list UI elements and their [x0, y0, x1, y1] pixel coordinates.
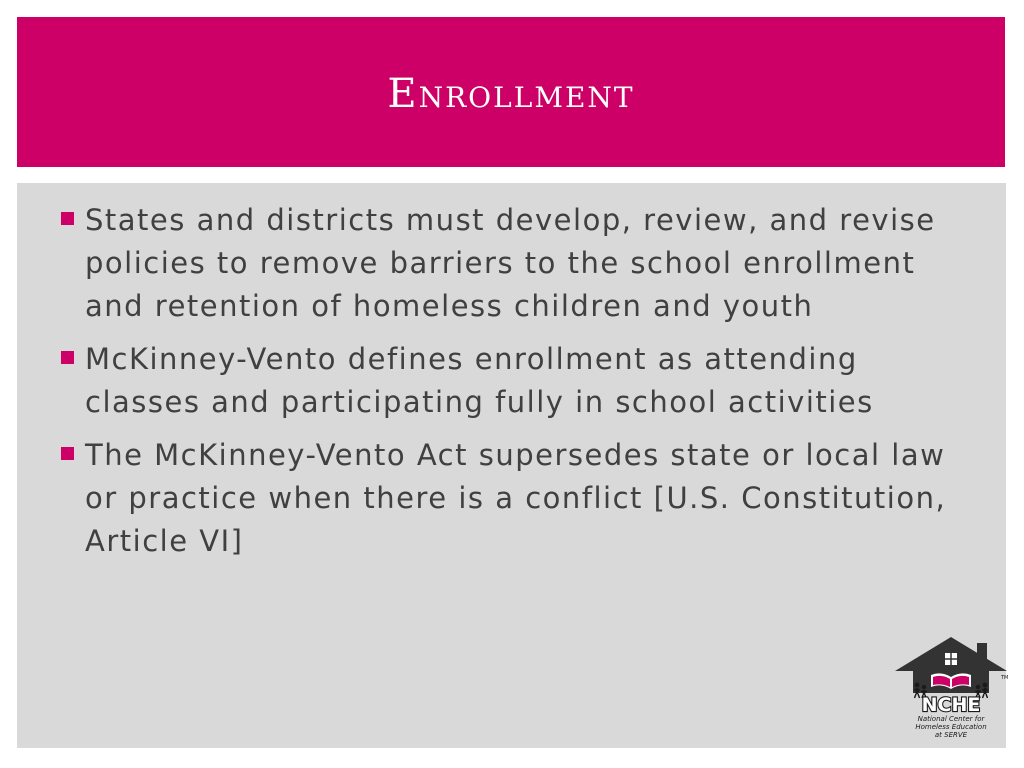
nche-logo	[893, 635, 1009, 747]
bullet-item	[61, 199, 981, 328]
logo-caption-line: National Center for	[917, 715, 985, 723]
bullet-item	[61, 338, 981, 424]
bullet-text: States and districts must develop, review, and revise policies to remove barriers to the school enrollment and retention of homeless children and youth	[85, 203, 936, 323]
logo-caption	[893, 715, 1009, 739]
trademark-mark: TM	[1001, 675, 1009, 681]
logo-caption-line: at SERVE	[934, 731, 968, 739]
title-bar	[17, 17, 1005, 167]
bullet-list	[61, 199, 981, 573]
logo-acronym: NCHE	[921, 694, 981, 715]
slide-title: Enrollment	[387, 71, 635, 117]
square-bullet-icon	[61, 351, 74, 364]
content-area	[17, 183, 1009, 748]
bullet-text: McKinney-Vento defines enrollment as attending classes and participating fully in school activities	[85, 342, 874, 419]
house-logo-icon	[893, 635, 1009, 715]
bullet-item	[61, 434, 981, 563]
square-bullet-icon	[61, 212, 74, 225]
bullet-text: The McKinney-Vento Act supersedes state or local law or practice when there is a conflict [U.S. Constitution, Article VI]	[85, 438, 947, 558]
logo-caption-line: Homeless Education	[915, 723, 987, 731]
square-bullet-icon	[61, 447, 74, 460]
